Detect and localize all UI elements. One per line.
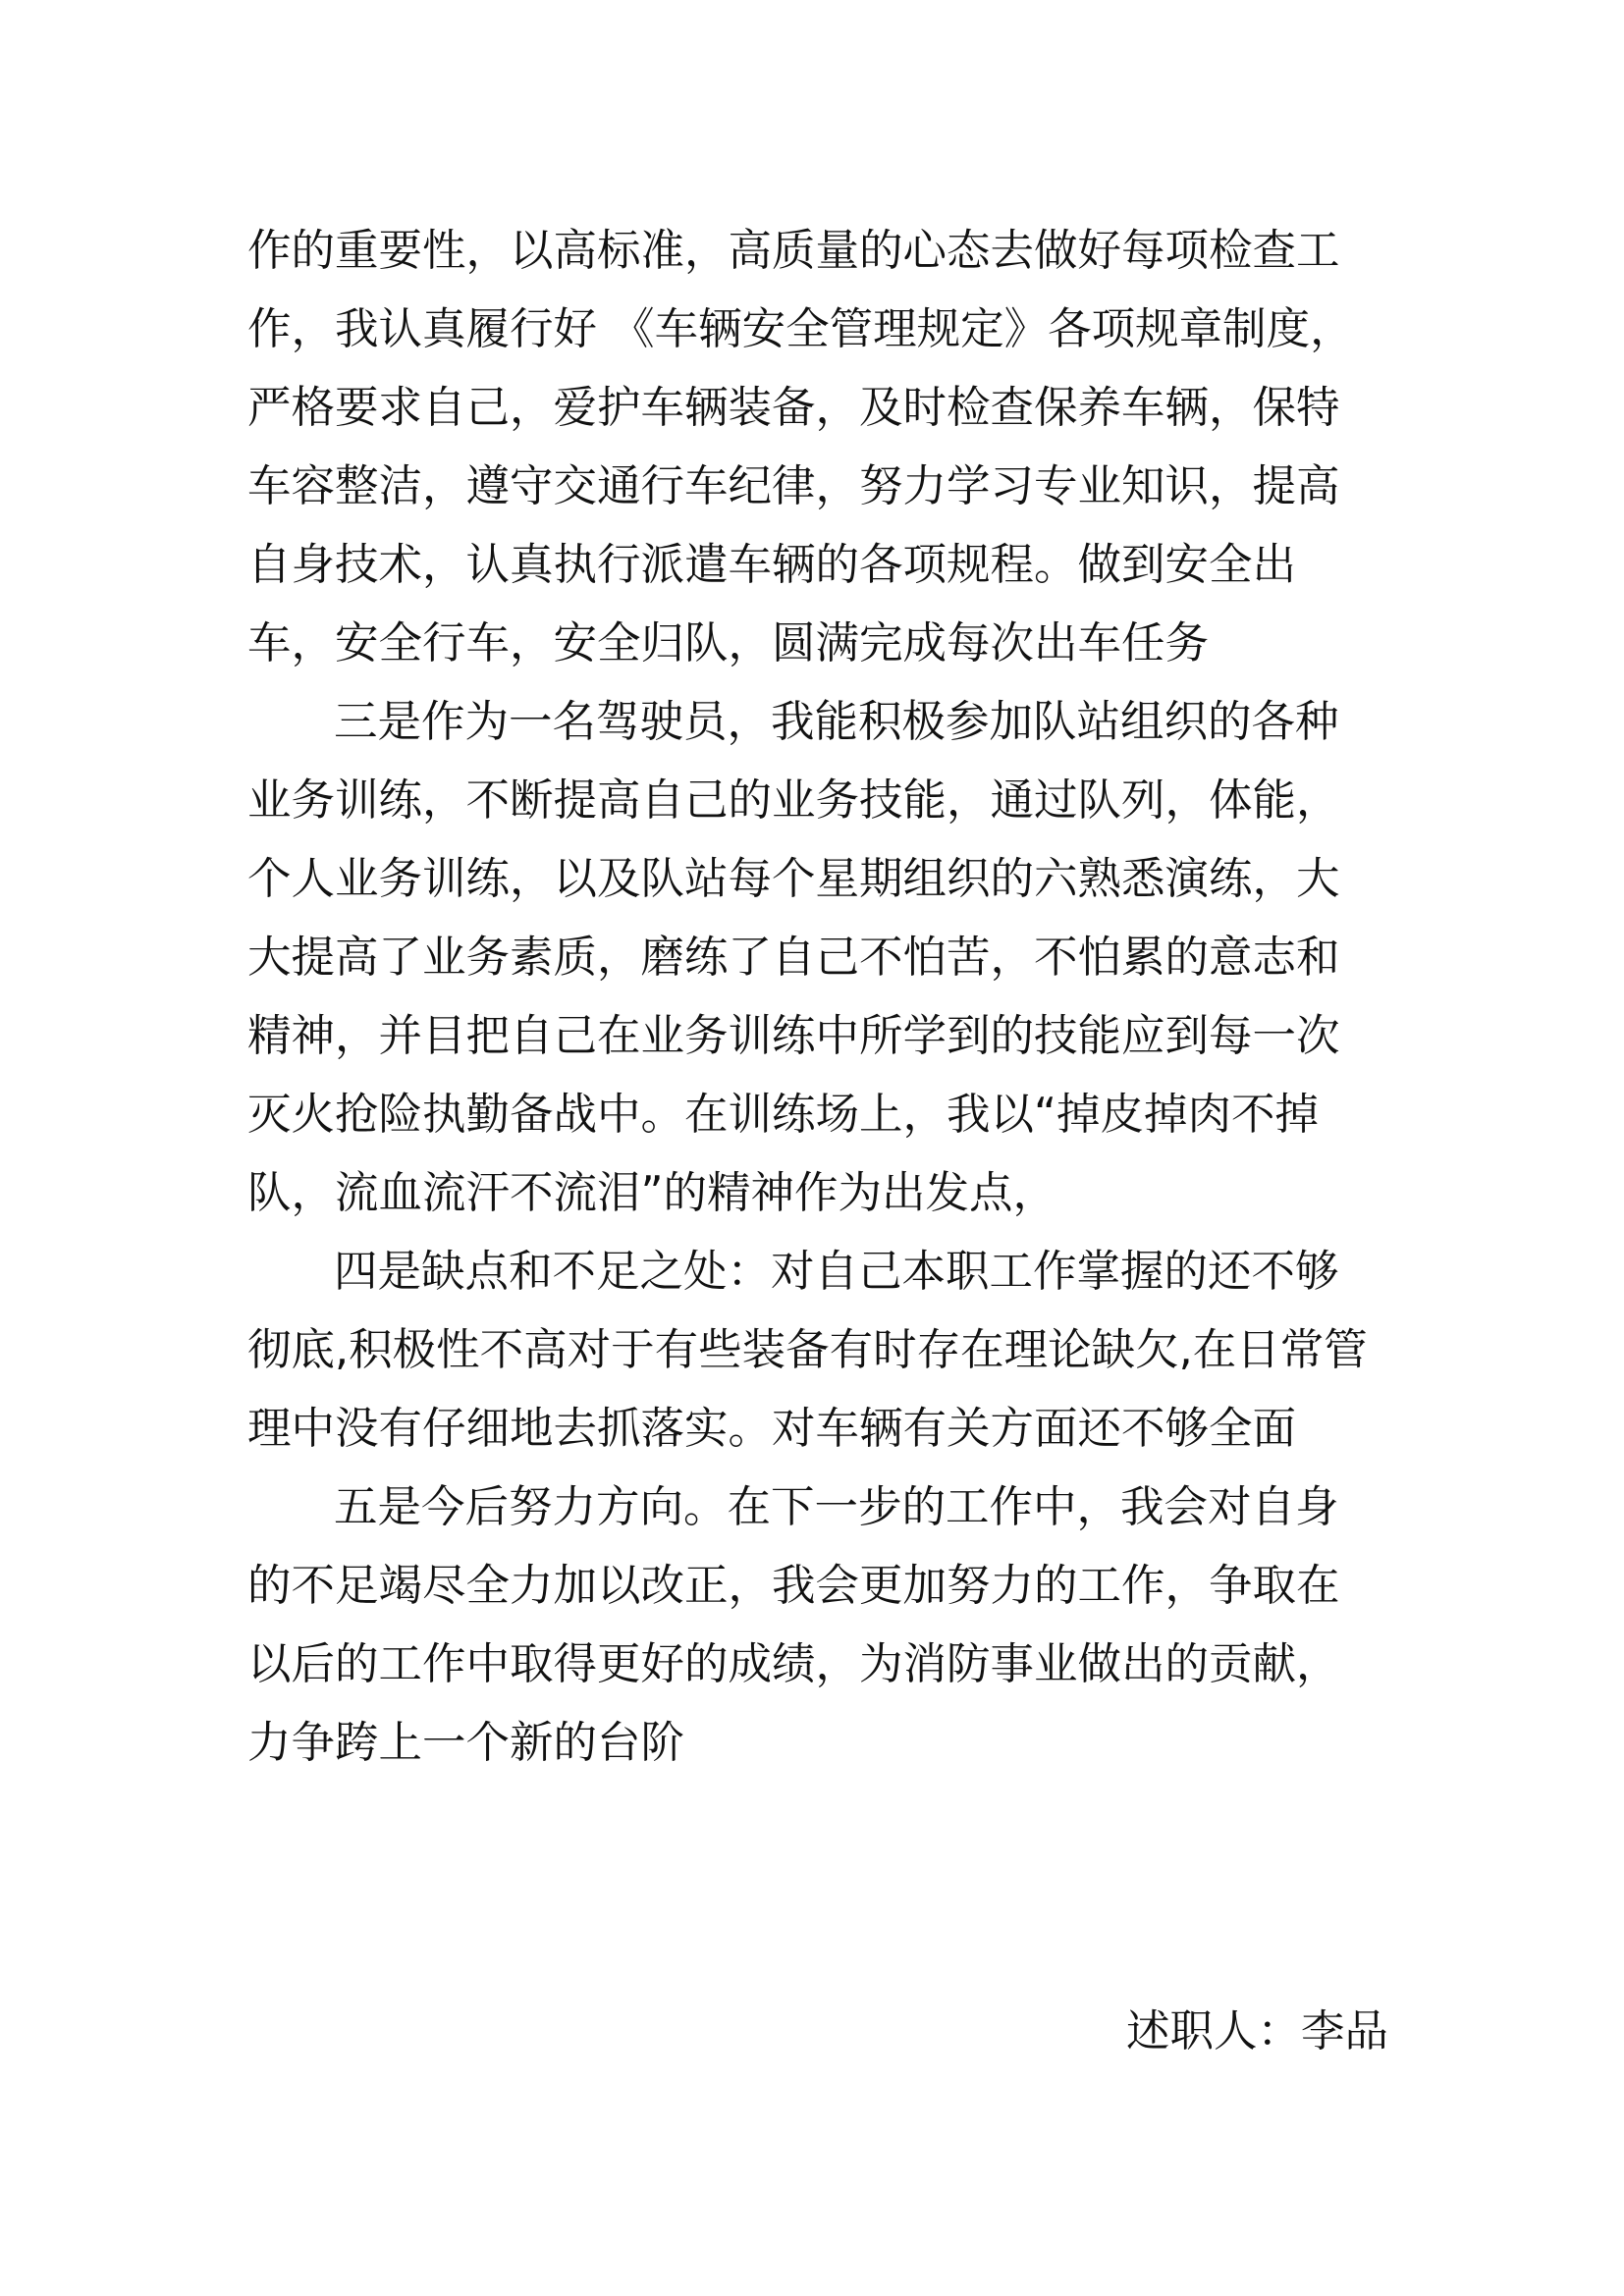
text-line: 以后的工作中取得更好的成绩，为消防事业做出的贡献， xyxy=(247,1639,1340,1689)
paragraph-four-start: 四是缺点和不足之处：对自己本职工作掌握的还不够 xyxy=(334,1247,1339,1297)
text-line: 自身技术，认真执行派遣车辆的各项规程。做到安全出 xyxy=(247,540,1297,590)
paragraph-five-start: 五是今后努力方向。在下一步的工作中，我会对自身 xyxy=(334,1482,1339,1532)
text-line: 彻底,积极性不高对于有些装备有时存在理论缺欠,在日常管 xyxy=(247,1325,1368,1375)
text-line: 理中没有仔细地去抓落实。对车辆有关方面还不够全面 xyxy=(247,1404,1297,1454)
text-line: 队，流血流汗不流泪”的精神作为出发点， xyxy=(247,1168,1057,1218)
text-line: 严格要求自己，爱护车辆装备，及时检查保养车辆，保特 xyxy=(247,383,1340,433)
text-line: 精神，并目把自己在业务训练中所学到的技能应到每一次 xyxy=(247,1011,1340,1061)
text-line: 个人业务训练，以及队站每个星期组织的六熟悉演练，大 xyxy=(247,854,1340,904)
text-line: 的不足竭尽全力加以改正，我会更加努力的工作，争取在 xyxy=(247,1561,1340,1611)
text-line: 车容整洁，遵守交通行车纪律，努力学习专业知识，提高 xyxy=(247,461,1340,511)
text-line: 大提高了业务素质，磨练了自己不怕苦，不怕累的意志和 xyxy=(247,933,1340,983)
text-line: 车，安全行车，安全归队，圆满完成每次出车任务 xyxy=(247,618,1210,668)
text-line: 作的重要性，以高标准，高质量的心态去做好每项检查工 xyxy=(247,226,1340,276)
signature: 述职人：李品 xyxy=(1125,2006,1388,2056)
paragraph-three-start: 三是作为一名驾驶员，我能积极参加队站组织的各种 xyxy=(334,697,1339,747)
text-line: 力争跨上一个新的台阶 xyxy=(247,1718,685,1768)
text-line: 作，我认真履行好 《车辆安全管理规定》各项规章制度， xyxy=(247,304,1354,354)
text-line: 灭火抢险执勤备战中。在训练场上，我以“掉皮掉肉不掉 xyxy=(247,1090,1320,1140)
text-line: 业务训练，不断提高自己的业务技能，通过队列，体能， xyxy=(247,775,1340,826)
